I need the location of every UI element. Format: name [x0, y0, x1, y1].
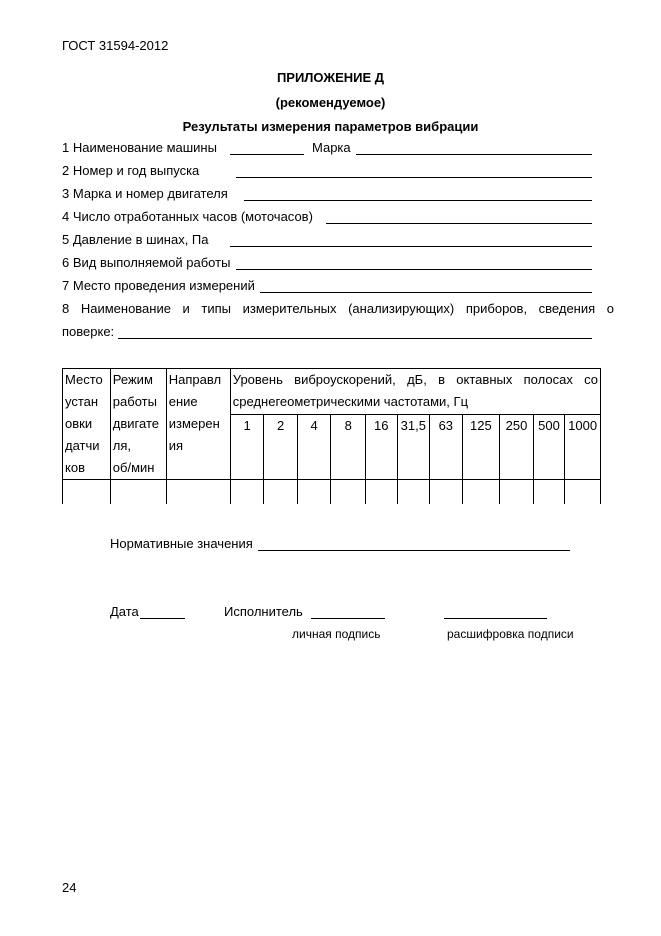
freq-1000: 1000: [565, 415, 601, 480]
field-brand-label: Марка: [312, 140, 351, 155]
page-number: 24: [62, 880, 77, 895]
field-hours-line[interactable]: [326, 223, 592, 224]
executor-label: Исполнитель: [224, 604, 303, 619]
col-sensor-location-header: Место устан овки датчи ков: [63, 369, 111, 480]
freq-16: 16: [366, 415, 398, 480]
signature-decode-caption: расшифровка подписи: [447, 627, 574, 641]
freq-8: 8: [331, 415, 366, 480]
field-engine-label: 3 Марка и номер двигателя: [62, 186, 228, 201]
table-cell[interactable]: [366, 480, 398, 505]
freq-2: 2: [264, 415, 298, 480]
freq-63: 63: [430, 415, 463, 480]
col-direction-header: Направл ение измерен ия: [166, 369, 230, 480]
field-hours-label: 4 Число отработанных часов (моточасов): [62, 209, 313, 224]
field-verification-line[interactable]: [118, 338, 592, 339]
freq-1: 1: [230, 415, 264, 480]
appendix-title: ПРИЛОЖЕНИЕ Д: [276, 70, 385, 85]
freq-4: 4: [297, 415, 331, 480]
freq-250: 250: [500, 415, 534, 480]
vibration-table: [62, 368, 601, 504]
field-work-type-label: 6 Вид выполняемой работы: [62, 255, 231, 270]
field-tire-pressure-line[interactable]: [230, 246, 592, 247]
table-cell[interactable]: [397, 480, 430, 505]
executor-name-line[interactable]: [444, 618, 547, 619]
table-cell[interactable]: [331, 480, 366, 505]
table-cell[interactable]: [533, 480, 565, 505]
table-cell[interactable]: [297, 480, 331, 505]
freq-125: 125: [462, 415, 500, 480]
table-cell[interactable]: [110, 480, 166, 505]
field-machine-name-line[interactable]: [230, 154, 304, 155]
normative-line[interactable]: [258, 550, 570, 551]
date-line[interactable]: [140, 618, 185, 619]
field-work-type-line[interactable]: [236, 269, 592, 270]
level-header: Уровень виброускорений, дБ, в октавных полосах со среднегеометрическими частотами, Гц: [230, 369, 600, 415]
field-brand-line[interactable]: [356, 154, 592, 155]
standard-code: ГОСТ 31594-2012: [62, 38, 169, 53]
freq-31-5: 31,5: [397, 415, 430, 480]
field-serial-year-line[interactable]: [236, 177, 592, 178]
appendix-status: (рекомендуемое): [275, 95, 386, 110]
field-location-label: 7 Место проведения измерений: [62, 278, 255, 293]
table-cell[interactable]: [63, 480, 111, 505]
table-cell[interactable]: [500, 480, 534, 505]
field-verification-label: поверке:: [62, 324, 115, 339]
table-cell[interactable]: [462, 480, 500, 505]
col-engine-mode-header: Режим работы двигате ля, об/мин: [110, 369, 166, 480]
table-cell[interactable]: [230, 480, 264, 505]
date-label: Дата: [110, 604, 139, 619]
freq-500: 500: [533, 415, 565, 480]
table-cell[interactable]: [430, 480, 463, 505]
field-tire-pressure-label: 5 Давление в шинах, Па: [62, 232, 209, 247]
executor-signature-line[interactable]: [311, 618, 385, 619]
field-machine-name-label: 1 Наименование машины: [62, 140, 217, 155]
normative-label: Нормативные значения: [110, 536, 253, 551]
form-heading: Результаты измерения параметров вибрации: [182, 119, 479, 134]
table-row: [63, 480, 601, 505]
field-instruments-label: 8 Наименование и типы измерительных (анализирующих) приборов, сведения о: [62, 301, 614, 316]
field-location-line[interactable]: [260, 292, 592, 293]
table-cell[interactable]: [264, 480, 298, 505]
table-cell[interactable]: [565, 480, 601, 505]
field-serial-year-label: 2 Номер и год выпуска: [62, 163, 200, 178]
field-engine-line[interactable]: [244, 200, 592, 201]
table-cell[interactable]: [166, 480, 230, 505]
personal-signature-caption: личная подпись: [292, 627, 381, 641]
